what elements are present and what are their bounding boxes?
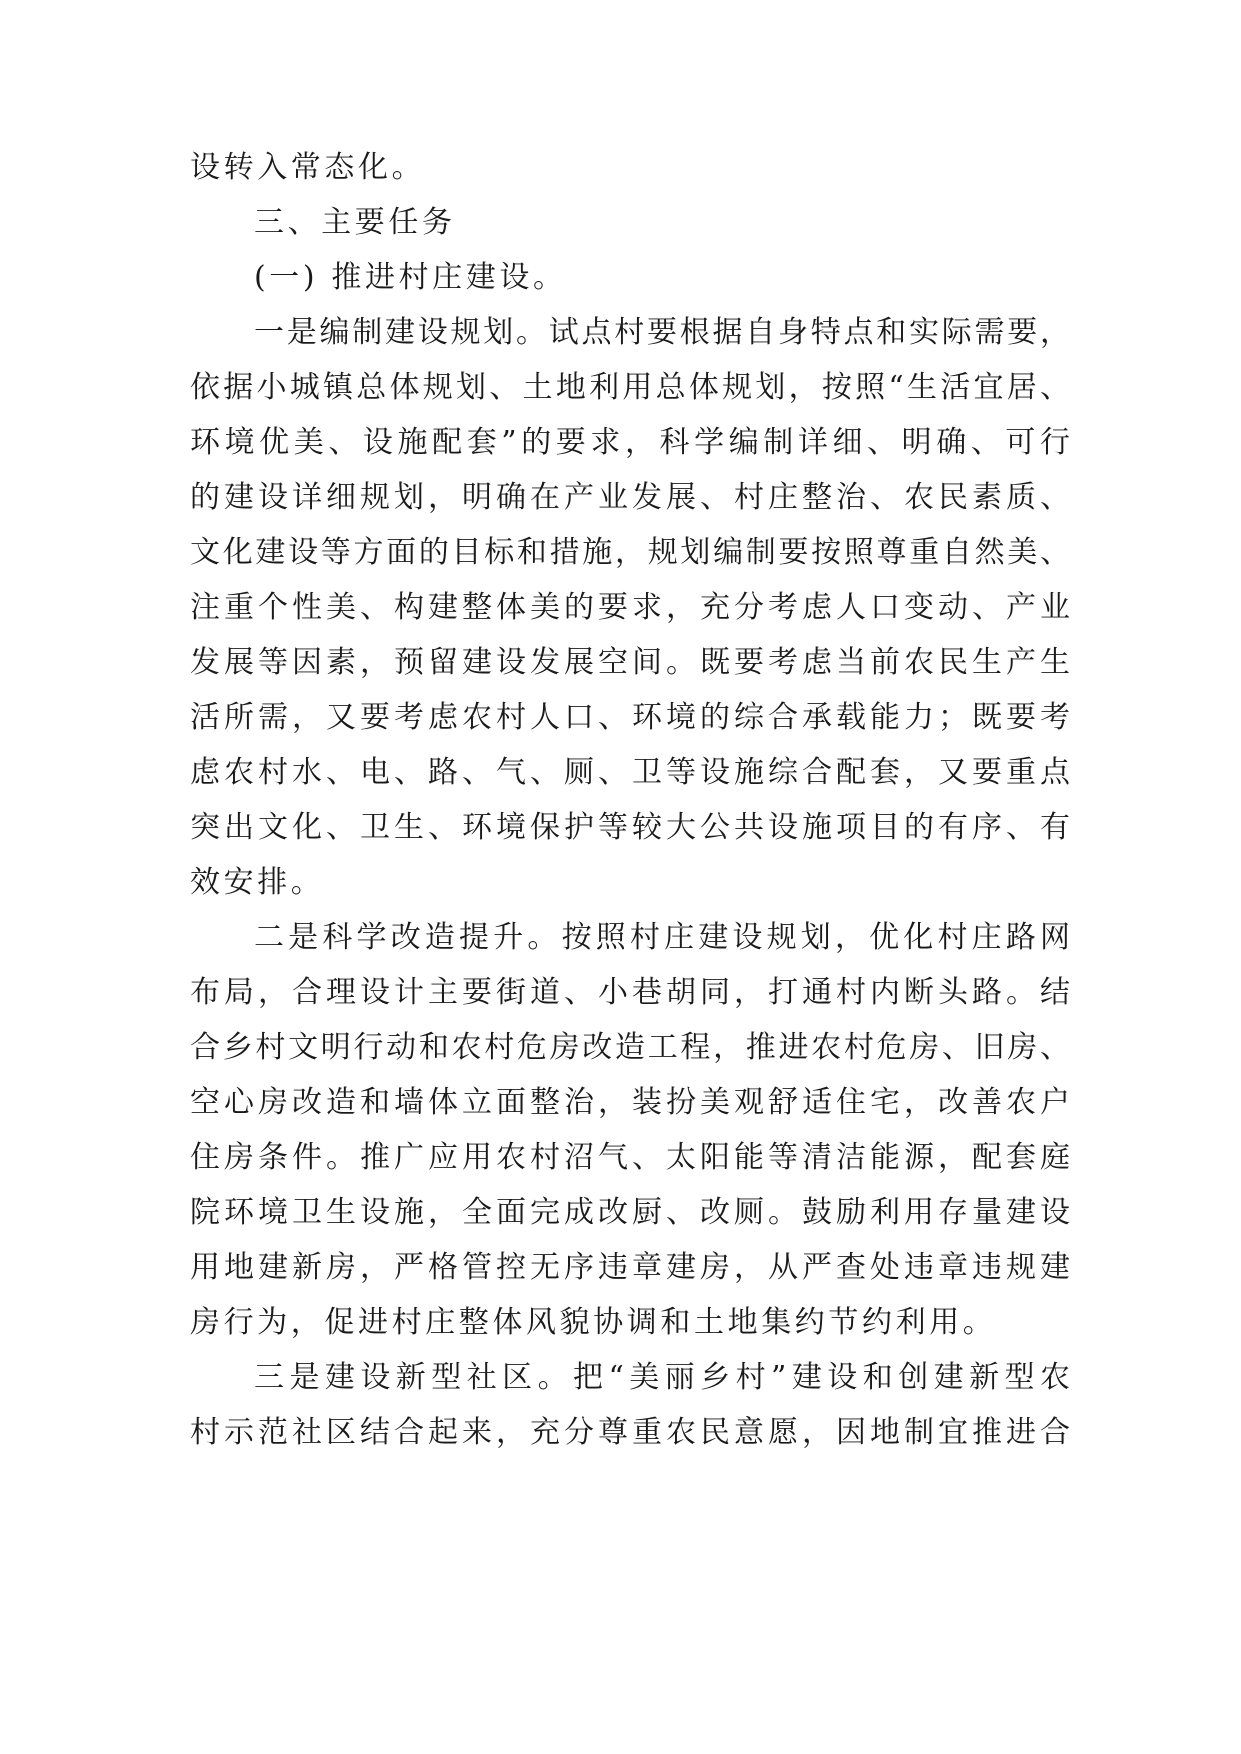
subsection-heading: (一) 推进村庄建设。	[254, 260, 567, 295]
body-text-line: 依据小城镇总体规划、土地利用总体规划，按照“生活宜居、	[190, 370, 1070, 405]
body-text-line: 注重个性美、构建整体美的要求，充分考虑人口变动、产业	[190, 590, 1070, 625]
body-text-line: 布局，合理设计主要街道、小巷胡同，打通村内断头路。结	[190, 975, 1070, 1010]
body-text-line: 院环境卫生设施，全面完成改厨、改厕。鼓励利用存量建设	[190, 1195, 1070, 1230]
body-text-line: 空心房改造和墙体立面整治，装扮美观舒适住宅，改善农户	[190, 1085, 1070, 1120]
body-text-line: 房行为，促进村庄整体风貌协调和土地集约节约利用。	[190, 1305, 997, 1340]
body-text-line: 活所需，又要考虑农村人口、环境的综合承载能力；既要考	[190, 700, 1070, 735]
body-text-line: 环境优美、设施配套”的要求，科学编制详细、明确、可行	[190, 425, 1070, 460]
body-text-line: 文化建设等方面的目标和措施，规划编制要按照尊重自然美、	[190, 535, 1070, 570]
body-text-line: 设转入常态化。	[190, 150, 426, 185]
body-text-line: 虑农村水、电、路、气、厕、卫等设施综合配套，又要重点	[190, 755, 1070, 790]
body-text-line: 合乡村文明行动和农村危房改造工程，推进农村危房、旧房、	[190, 1030, 1070, 1065]
body-text-line: 村示范社区结合起来，充分尊重农民意愿，因地制宜推进合	[190, 1415, 1070, 1450]
body-text-line: 用地建新房，严格管控无序违章建房，从严查处违章违规建	[190, 1250, 1070, 1285]
body-text-line: 三是建设新型社区。把“美丽乡村”建设和创建新型农	[254, 1360, 1070, 1395]
section-heading: 三、主要任务	[254, 205, 456, 240]
body-text-line: 发展等因素，预留建设发展空间。既要考虑当前农民生产生	[190, 645, 1070, 680]
body-text-line: 的建设详细规划，明确在产业发展、村庄整治、农民素质、	[190, 480, 1070, 515]
body-text-line: 一是编制建设规划。试点村要根据自身特点和实际需要，	[254, 315, 1070, 350]
body-text-line: 效安排。	[190, 865, 325, 900]
body-text-line: 二是科学改造提升。按照村庄建设规划，优化村庄路网	[254, 920, 1070, 955]
body-text-line: 突出文化、卫生、环境保护等较大公共设施项目的有序、有	[190, 810, 1070, 845]
body-text-line: 住房条件。推广应用农村沼气、太阳能等清洁能源，配套庭	[190, 1140, 1070, 1175]
